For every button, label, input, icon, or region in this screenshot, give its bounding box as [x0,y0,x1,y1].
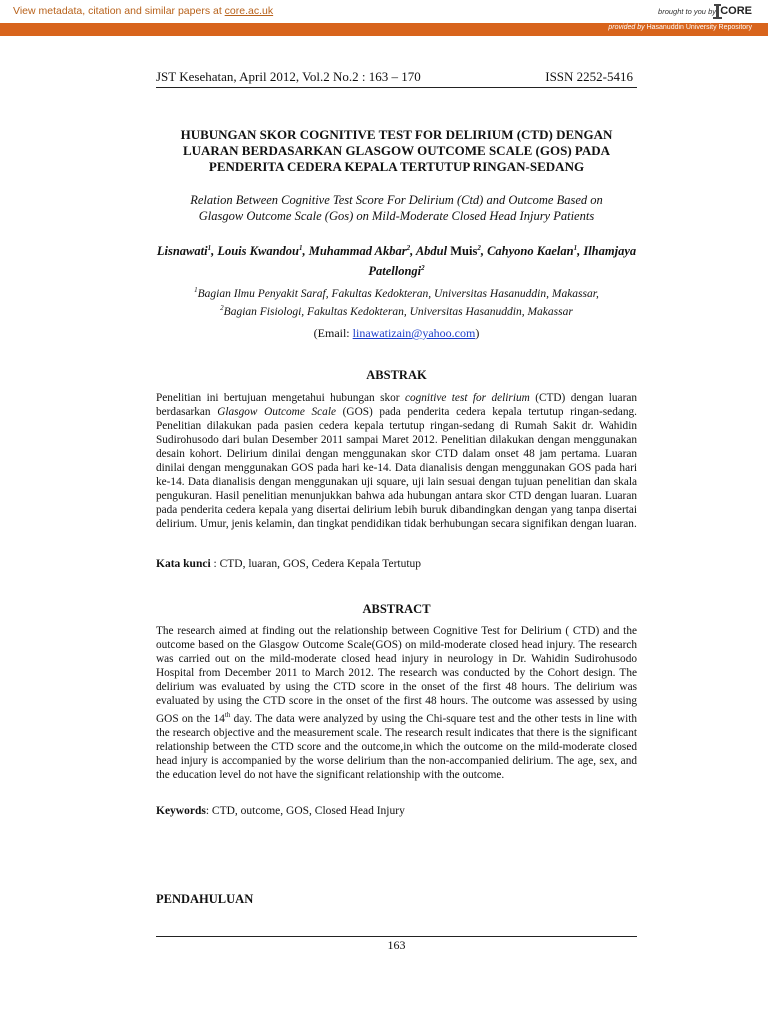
issn: ISSN 2252-5416 [545,69,633,84]
affiliation [156,283,637,301]
core-provider-stripe [0,23,768,36]
abstrak-body [156,391,637,531]
affiliation-mark: 1 [194,286,198,294]
header-rule [156,87,637,88]
title-line: HUBUNGAN SKOR COGNITIVE TEST FOR DELIRIUM (CTD) DENGAN [180,127,613,142]
email-line [156,326,637,341]
title-line: PENDERITA CEDERA KEPALA TERTUTUP RINGAN-SEDANG [208,159,585,174]
author-name: , Abdul [410,244,451,259]
running-header [156,69,637,85]
english-title [166,192,627,224]
paper-title [156,127,637,175]
author-name: Lisnawati [156,244,208,259]
english-title-line: Glasgow Outcome Scale (Gos) on Mild-Moderate Closed Head Injury Patients [198,209,595,223]
abstract-text: day. The data were analyzed by using the Chi-square test and the other tests in line with the research objective and the measurement scale. The research result indicates that there is the significant relationship between the CTD score and the outcome,in which the outcome on the mild-moderate closed head injury is accompanied by the worse delirium than the non-accompanied delirium. The age, sex, and the education level do not have the significant relationship with the outcome. [156,712,637,781]
title-line: LUARAN BERDASARKAN GLASGOW OUTCOME SCALE (GOS) PADA [182,143,611,158]
abstrak-italic: Glasgow Outcome Scale [217,406,336,418]
email-link[interactable]: linawatizain@yahoo.com [352,326,476,340]
brought-to-you-text: brought to you by [658,7,716,16]
author-affil-mark: 1 [573,244,578,252]
provided-by-label: provided by [608,24,645,31]
paper-page [0,36,768,1024]
email-label: (Email: [313,326,353,340]
provider-name[interactable]: Hasanuddin University Repository [646,24,752,31]
kata-kunci-label: Kata kunci [156,558,211,570]
footer-rule [156,936,637,937]
core-link[interactable]: core.ac.uk [224,5,274,17]
section-heading: PENDAHULUAN [156,892,254,906]
core-logo[interactable]: CORE [720,5,752,17]
abstrak-text: Penelitian ini bertujuan mengetahui hubungan skor [156,392,405,404]
author-affil-mark: 2 [421,264,425,273]
kata-kunci-text: : CTD, luaran, GOS, Cedera Kepala Tertutup [210,558,422,570]
affiliation-text: Bagian Fisiologi, Fakultas Kedokteran, Universitas Hasanuddin, Makassar [223,305,573,318]
author-name: , Muhammad Akbar [302,244,407,259]
author-name: , Cahyono Kaelan [480,244,574,259]
author-name: Muis [450,244,478,259]
ordinal-suffix: th [224,711,231,719]
abstrak-text: (GOS) pada penderita cedera kepala tertutup ringan-sedang. Penelitian dilakukan pada pasien cedera kepala tertutup ringan-sedang di Rumah Sakit dr. Wahidin Sudirohusodo dari bulan Desember 2011 sampai Maret 2012. Penelitian dilakukan dengan menggunakan desain kohort. Delirium dinilai dengan menggunakan skor CTD dalam onset 48 jam pertama. Luaran dinilai dengan menggunakan GOS pada hari ke-14. Data dianalisis dengan menggunakan GOS pada hari ke-14. Data dianalisis dengan menggunakan uji square, uji lain sesuai dengan tujuan penelitian dan skala pengukuran. Hasil penelitian menunjukkan bahwa ada hubungan antara skor CTD dengan luaran. Luaran pada penderita cedera kepala yang disertai delirium lebih buruk dibandingkan dengan yang tanpa disertai delirium. Umur, jenis kelamin, dan tingkat pendidikan tidak berhubungan secara signifikan dengan luaran. [156,406,637,530]
affiliation [156,301,637,319]
abstrak-italic: cognitive test for delirium [404,392,530,404]
author-affil-mark: 1 [207,244,212,252]
author-list [156,240,637,280]
page-number: 163 [387,938,406,952]
metadata-label: View metadata, citation and similar papers at [13,5,225,17]
affiliation-mark: 2 [220,303,224,312]
abstrak-heading: ABSTRAK [366,368,427,382]
author-affil-mark: 2 [406,244,411,252]
author-name: , Louis Kwandou [211,244,299,259]
core-metadata-text [13,5,273,17]
affiliation-text: Bagian Ilmu Penyakit Saraf, Fakultas Kedokteran, Universitas Hasanuddin, Makassar, [197,287,599,300]
email-close: ) [475,326,480,340]
author-name: , Ilhamjaya [577,244,637,259]
abstrak-text: (CTD) dengan luaran berdasarkan [156,392,637,418]
abstract-body [156,624,637,782]
keywords-text: : CTD, outcome, GOS, Closed Head Injury [205,805,405,817]
kata-kunci [156,558,421,570]
author-name: Patellongi [368,264,422,279]
abstract-text: The research aimed at finding out the relationship between Cognitive Test for Delirium ( CTD) and the outcome based on the Glasgow Outcome Scale(GOS) on mild-moderate closed head injury. The research was carried out on the mild-moderate closed head injury in neurology in Dr. Wahidin Sudirohusodo Hospital from December 2011 to March 2012. The research was conducted by the Cohort design. The delirium was evaluated by using the CTD score in the onset of the first 48 hours. The delirium was evaluated by using the CTD score in the onset of the first 48 hours. The outcome was assessed by using GOS on the 14 [156,625,637,725]
keywords [156,805,405,817]
journal-citation: JST Kesehatan, April 2012, Vol.2 No.2 : 163 – 170 [156,69,421,84]
author-affil-mark: 2 [477,244,481,252]
abstract-heading: ABSTRACT [362,602,431,616]
provided-by-text [608,24,752,31]
affiliations [156,283,637,319]
author-affil-mark: 1 [298,244,303,252]
core-banner [0,0,768,24]
english-title-line: Relation Between Cognitive Test Score For Delirium (Ctd) and Outcome Based on [190,193,603,207]
keywords-label: Keywords [156,805,206,817]
